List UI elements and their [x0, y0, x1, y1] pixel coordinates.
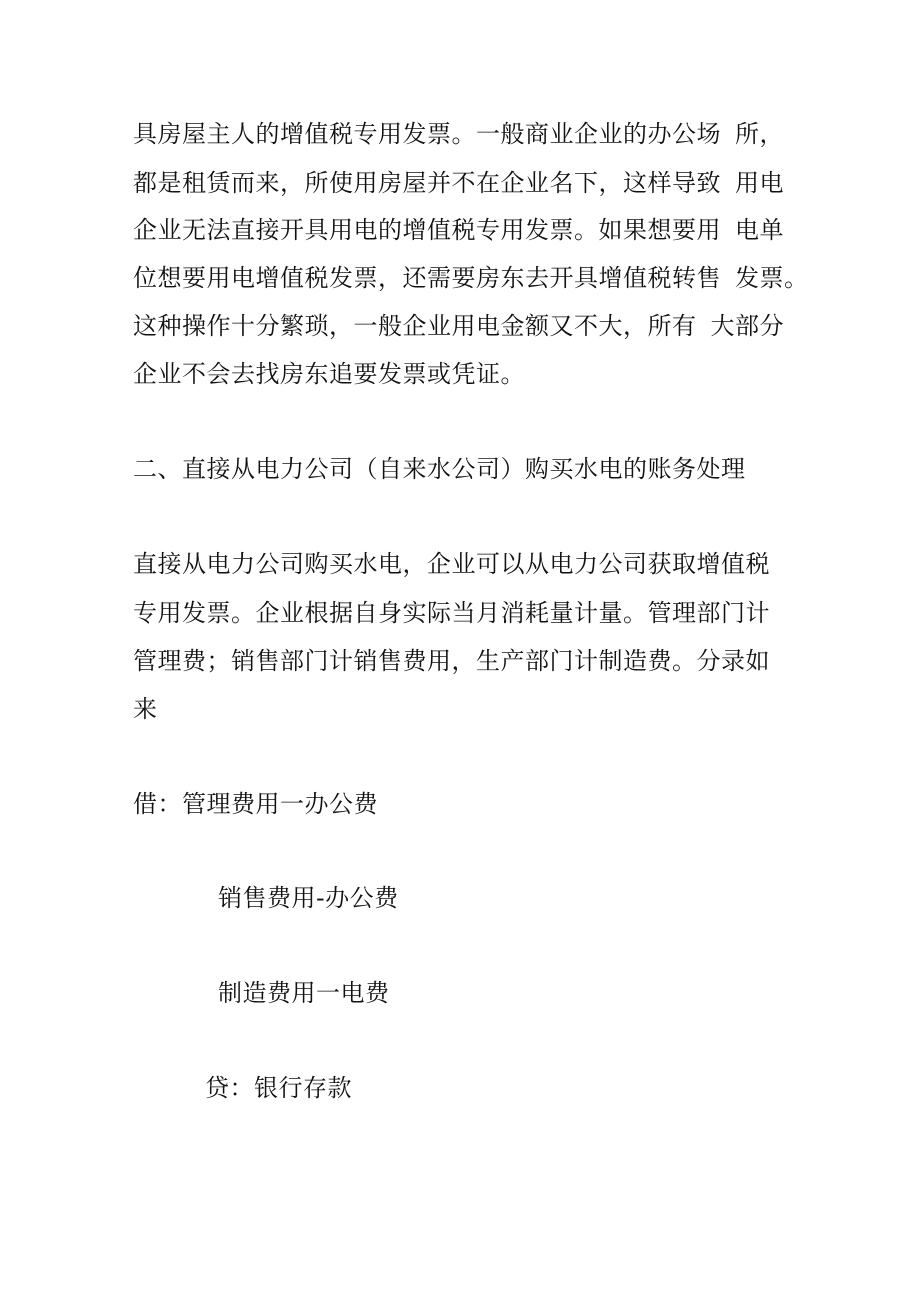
paragraph2-line-3: 管理费；销售部门计销售费用，生产部门计制造费。分录如	[133, 647, 770, 675]
entry-credit: 贷：银行存款	[205, 1074, 352, 1102]
paragraph1-line-2	[133, 167, 784, 199]
paragraph1-line-1-b: 所，	[735, 120, 784, 148]
paragraph1-line-1	[133, 118, 784, 150]
paragraph1-line-3-a: 企业无法直接开具用电的增值税专用发票。如果想要用	[133, 216, 721, 244]
paragraph1-line-2-a: 都是租赁而来，所使用房屋并不在企业名下，这样导致	[133, 169, 721, 197]
paragraph1-line-1-a: 具房屋主人的增值税专用发票。一般商业企业的办公场	[133, 120, 721, 148]
entry-debit-line-3: 制造费用一电费	[218, 979, 390, 1007]
paragraph1-line-5	[133, 310, 784, 342]
paragraph2-line-4: 来	[133, 695, 158, 723]
paragraph1-line-6	[133, 358, 525, 390]
paragraph1-line-5-b: 大部分	[710, 312, 784, 340]
paragraph1-line-3	[133, 214, 784, 246]
paragraph2-line-1: 直接从电力公司购买水电，企业可以从电力公司获取增值税	[133, 550, 770, 578]
entry-debit: 借：管理费用一办公费	[133, 790, 378, 818]
paragraph1-line-4	[133, 262, 809, 294]
paragraph1-line-4-a: 位想要用电增值税发票，还需要房东去开具增值税转售	[133, 264, 721, 292]
paragraph1-line-6-a: 企业不会去找房东追要发票或凭证。	[133, 360, 525, 388]
section-heading: 二、直接从电力公司（自来水公司）购买水电的账务处理	[133, 455, 746, 483]
entry-debit-line-2: 销售费用-办公费	[218, 884, 399, 912]
paragraph2-line-2: 专用发票。企业根据自身实际当月消耗量计量。管理部门计	[133, 599, 770, 627]
paragraph1-line-2-b: 用电	[735, 169, 784, 197]
paragraph1-line-3-b: 电单	[735, 216, 784, 244]
paragraph1-line-4-b: 发票。	[735, 264, 809, 292]
paragraph1-line-5-a: 这种操作十分繁琐，一般企业用电金额又不大，所有	[133, 312, 697, 340]
